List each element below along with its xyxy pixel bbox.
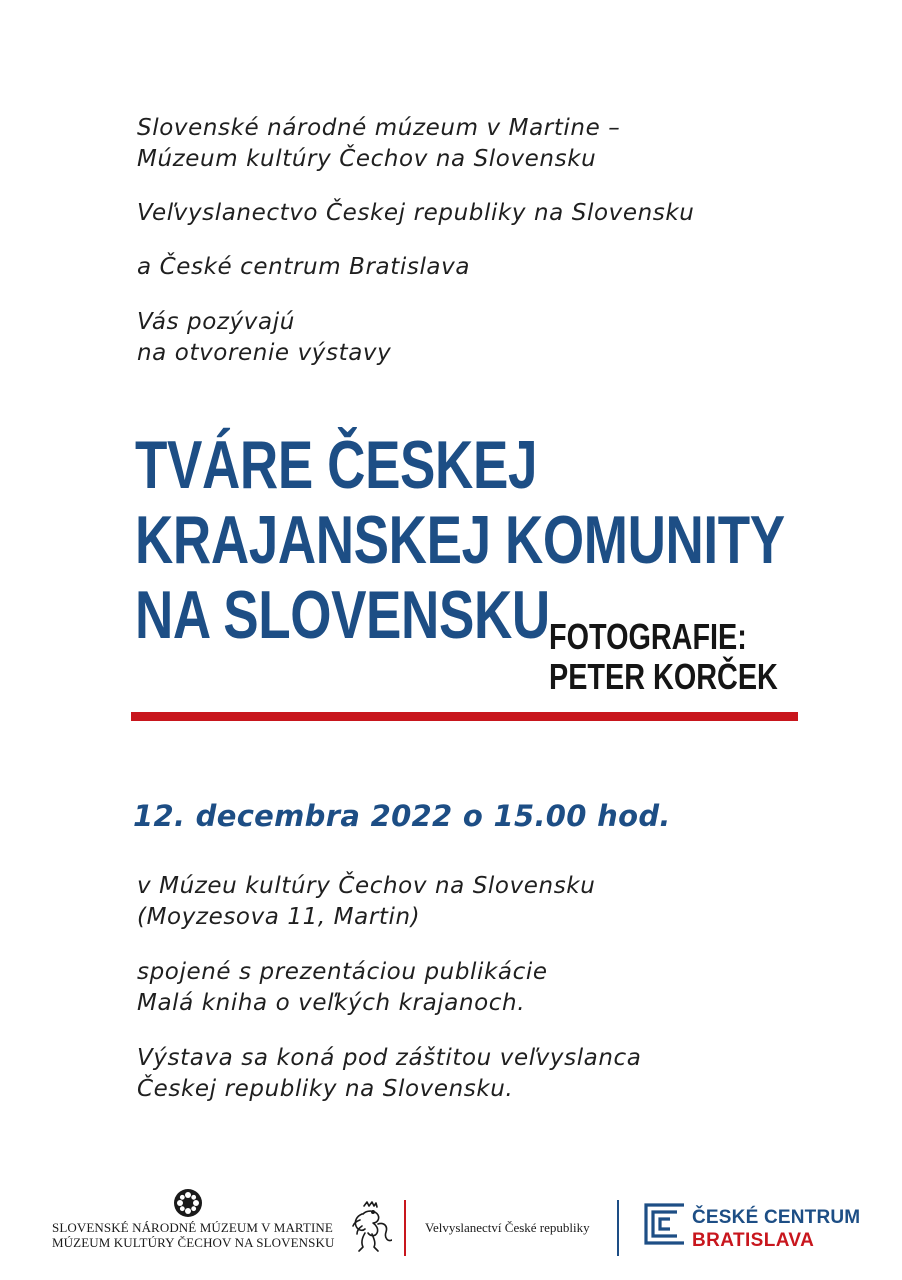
invitation-block (137, 307, 391, 369)
book-line-2: Malá kniha o veľkých krajanoch. (137, 990, 526, 1016)
czech-centre-logo-icon (644, 1203, 686, 1249)
czech-centre-city: BRATISLAVA (692, 1230, 815, 1251)
embassy-logo-divider (404, 1200, 406, 1256)
patronage-line-1: Výstava sa koná pod záštitou veľvyslanca (137, 1045, 642, 1071)
event-date: 12. decembra 2022 o 15.00 hod. (133, 799, 671, 833)
title-line-3: NA SLOVENSKU (135, 577, 550, 653)
snm-logo (52, 1188, 335, 1250)
snm-name-line-2: MÚZEUM KULTÚRY ČECHOV NA SLOVENSKU (52, 1235, 335, 1250)
cc-logo-divider (617, 1200, 619, 1256)
book-line-1: spojené s prezentáciou publikácie (137, 959, 548, 985)
venue-line-1: v Múzeu kultúry Čechov na Slovensku (137, 873, 596, 899)
patronage-line-2: Českej republiky na Slovensku. (137, 1076, 514, 1102)
organizers-block (137, 113, 620, 175)
organizer-line-1: Slovenské národné múzeum v Martine – (137, 115, 621, 141)
czech-centre-name: ČESKÉ CENTRUM (692, 1207, 861, 1228)
embassy-logo-text: Velvyslanectví České republiky (425, 1220, 590, 1235)
red-divider (131, 712, 798, 721)
snm-name-line-1: SLOVENSKÉ NÁRODNÉ MÚZEUM V MARTINE (52, 1220, 333, 1235)
title-line-2: KRAJANSKEJ KOMUNITY (135, 502, 785, 578)
photo-credit (549, 617, 778, 697)
photo-credit-label: FOTOGRAFIE: (549, 616, 747, 657)
book-presentation-block (137, 957, 548, 1019)
snm-emblem-icon (173, 1188, 203, 1218)
czech-lion-icon (348, 1200, 392, 1260)
invitation-line-2: na otvorenie výstavy (137, 340, 392, 366)
invitation-line-1: Vás pozývajú (137, 309, 295, 335)
photographer-name: PETER KORČEK (549, 656, 778, 697)
title-line-1: TVÁRE ČESKEJ (135, 427, 538, 503)
venue-block (137, 871, 595, 933)
czech-centre-line: a České centrum Bratislava (137, 254, 471, 280)
venue-address: (Moyzesova 11, Martin) (137, 904, 421, 930)
organizer-line-2: Múzeum kultúry Čechov na Slovensku (137, 146, 597, 172)
embassy-line: Veľvyslanectvo Českej republiky na Slovensku (137, 200, 695, 226)
patronage-block (137, 1043, 642, 1105)
